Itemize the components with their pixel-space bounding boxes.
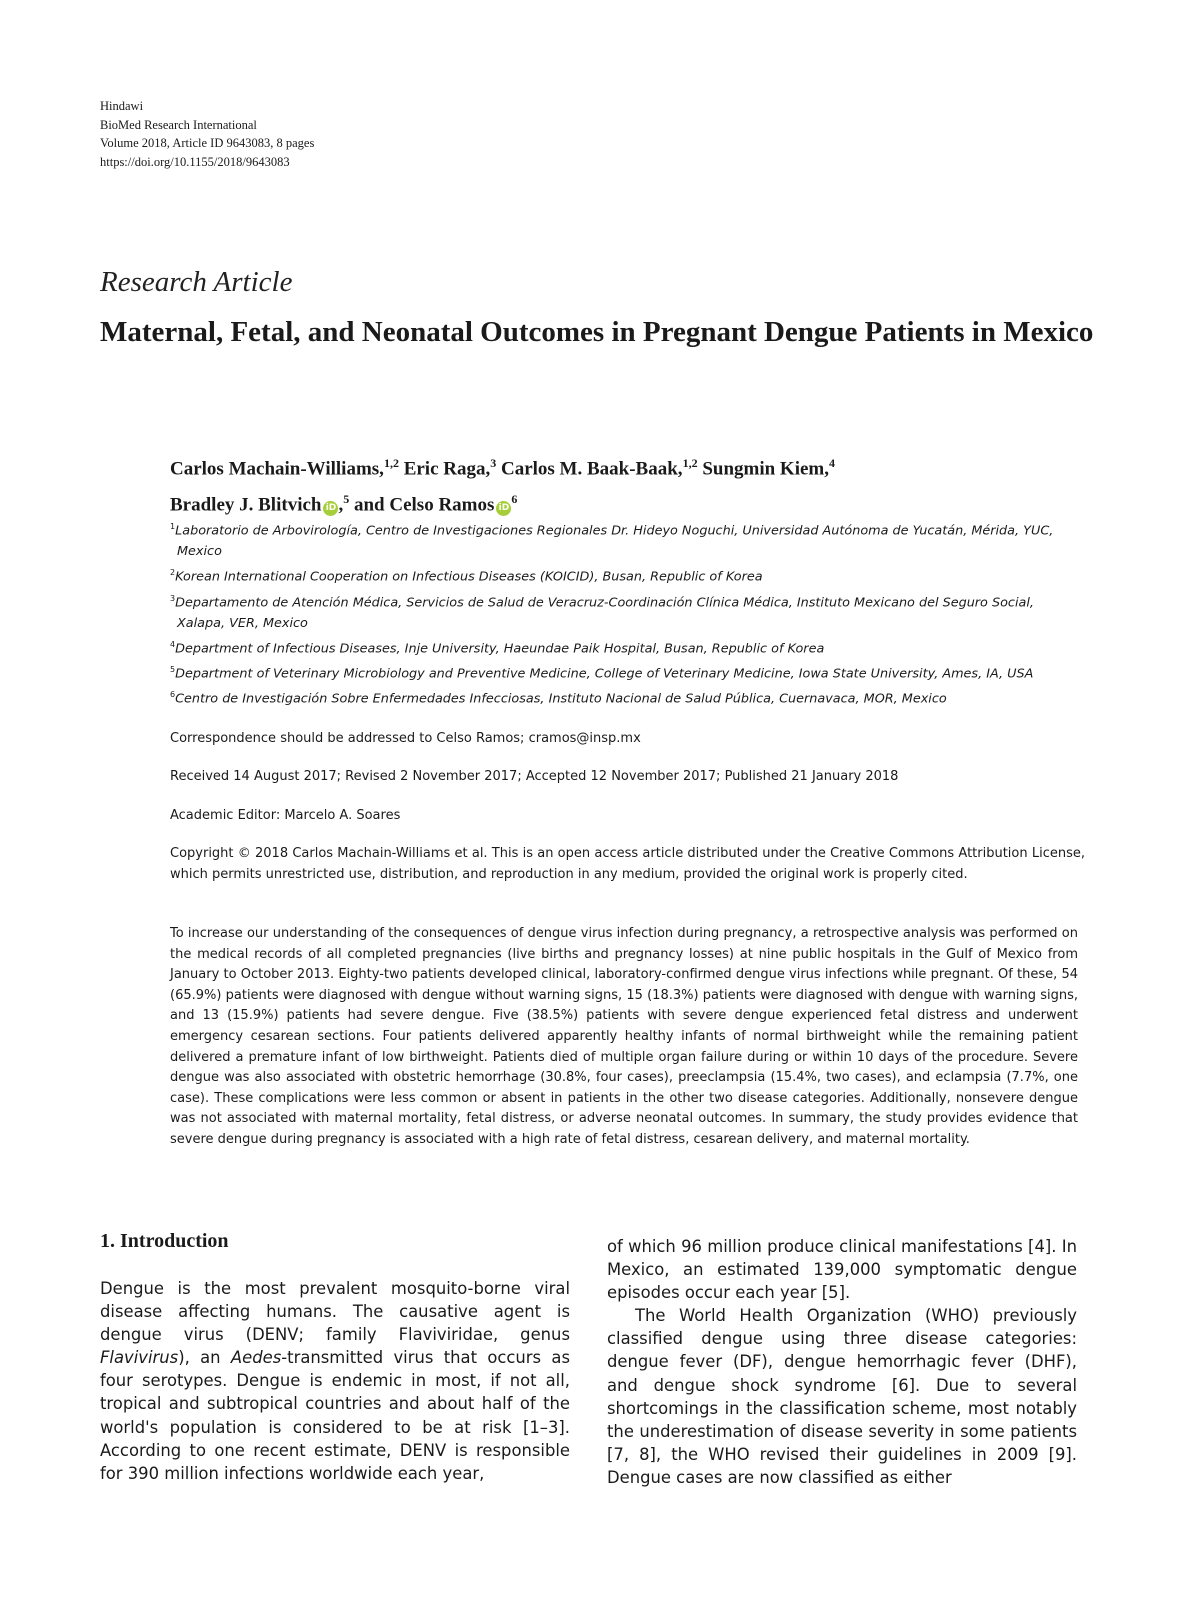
- author-name[interactable]: Carlos Machain-Williams,: [170, 458, 384, 480]
- genus-name: Flavivirus: [100, 1348, 179, 1368]
- affiliation-list: [170, 516, 1085, 710]
- right-column: [607, 1235, 1077, 1489]
- affiliation-item: [170, 684, 1085, 709]
- abstract-text: To increase our understanding of the consequences of dengue virus infection during pregnancy, a retrospective analysis was performed on the medical records of all completed pregnancies (live births and pregnancy losses) at nine public hospitals in the Gulf of Mexico from January to October 2013. Eighty-two patients developed clinical, laboratory-confirmed dengue virus infections while pregnant. Of these, 54 (65.9%) patients were diagnosed with dengue without warning signs, 15 (18.3%) patients were diagnosed with dengue with warning signs, and 13 (15.9%) patients had severe dengue. Five (38.5%) patients with severe dengue experienced fetal distress and underwent emergency cesarean sections. Four patients delivered apparently healthy infants of normal birthweight while the remaining patient delivered a premature infant of low birthweight. Patients died of multiple organ failure during or within 10 days of the procedure. Severe dengue was also associated with obstetric hemorrhage (30.8%, four cases), preeclampsia (15.4%, two cases), and eclampsia (7.7%, one case). These complications were less common or absent in patients in the other two disease categories. Additionally, nonsevere dengue was not associated with maternal mortality, fetal distress, or adverse neonatal outcomes. In summary, the study provides evidence that severe dengue during pregnancy is associated with a high rate of fetal distress, cesarean delivery, and maternal mortality.: [170, 926, 1078, 1147]
- orcid-icon[interactable]: iD: [496, 501, 511, 516]
- journal-header: [100, 97, 314, 171]
- affiliation-text: Department of Infectious Diseases, Inje University, Haeundae Paik Hospital, Busan, Republic of Korea: [175, 641, 825, 657]
- affiliation-text: Department of Veterinary Microbiology and Preventive Medicine, College of Veterinary Medicine, Iowa State University, Ames, IA, USA: [175, 666, 1034, 682]
- volume-info: Volume 2018, Article ID 9643083, 8 pages: [100, 136, 315, 150]
- affiliation-text: Korean International Cooperation on Infectious Diseases (KOICID), Busan, Republic of Korea: [175, 569, 763, 585]
- journal-name: BioMed Research International: [100, 117, 257, 132]
- affiliation-ref: 1,2: [383, 456, 399, 470]
- academic-editor: Academic Editor: Marcelo A. Soares: [170, 808, 401, 823]
- author-name[interactable]: Carlos M. Baak-Baak,: [500, 458, 683, 480]
- body-text: -transmitted virus that occurs as four serotypes. Dengue is endemic in most, if not all, tropical and subtropical countries and about half of the world's population is considered to be at risk [1–3]. According to one recent estimate, DENV is responsible for 390 million infections worldwide each year,: [100, 1348, 570, 1483]
- article-title: Maternal, Fetal, and Neonatal Outcomes in Pregnant Dengue Patients in Mexico: [100, 316, 1094, 348]
- intro-paragraph-who: The World Health Organization (WHO) previously classified dengue using three disease categories: dengue fever (DF), dengue hemorrhagic fever (DHF), and dengue shock syndrome [6]. Due to several shortcomings in the classification scheme, most notably the underestimation of disease severity in some patients [7, 8], the WHO revised their guidelines in 2009 [9]. Dengue cases are now classified as either: [607, 1306, 1077, 1487]
- affiliation-text: Departamento de Atención Médica, Servicios de Salud de Veracruz-Coordinación Clínica Médica, Instituto Mexicano del Seguro Social, Xalapa, VER, Mexico: [175, 594, 1034, 631]
- affiliation-item: [170, 516, 1085, 562]
- vector-genus-name: Aedes: [230, 1348, 282, 1368]
- author-name[interactable]: Sungmin Kiem,: [702, 458, 830, 480]
- author-name[interactable]: Bradley J. Blitvich: [170, 494, 322, 516]
- article-type: Research Article: [100, 266, 293, 298]
- affiliation-number: 2: [170, 568, 176, 578]
- affiliation-number: 5: [170, 665, 176, 675]
- author-name[interactable]: and Celso Ramos: [353, 494, 495, 516]
- copyright-notice: Copyright © 2018 Carlos Machain-Williams et al. This is an open access article distributed under the Creative Commons Attribution License, which permits unrestricted use, distribution, and reproduction in any medium, provided the original work is properly cited.: [170, 846, 1085, 882]
- body-text: Dengue is the most prevalent mosquito-borne viral disease affecting humans. The causative agent is dengue virus (DENV; family Flaviviridae, genus: [100, 1279, 570, 1345]
- section-heading-introduction: 1. Introduction: [100, 1230, 229, 1252]
- affiliation-ref: 5: [343, 492, 350, 507]
- affiliation-ref: 6: [511, 492, 518, 507]
- affiliation-number: 3: [170, 593, 176, 603]
- affiliation-text: Laboratorio de Arbovirología, Centro de Investigaciones Regionales Dr. Hideyo Noguchi, Universidad Autónoma de Yucatán, Mérida, YUC, Mexico: [175, 523, 1054, 560]
- affiliation-number: 6: [170, 690, 176, 700]
- left-column: [100, 1277, 570, 1485]
- affiliation-ref: 4: [829, 456, 836, 470]
- publisher-name: Hindawi: [100, 99, 144, 113]
- author-list: Carlos Machain-Williams,$^{1,2}$ Eric Raga,$^3$ Carlos M. Baak-Baak,$^{1,2}$ Sungmin Kiem,$^4$ Bradley J. Blitvich iD ,$^5$ and Celso Ramos $iD^6$: [170, 456, 836, 516]
- publication-dates: Received 14 August 2017; Revised 2 November 2017; Accepted 12 November 2017; Published 21 January 2018: [170, 769, 899, 784]
- affiliation-item: [170, 659, 1085, 684]
- affiliation-number: 4: [170, 639, 176, 649]
- affiliation-ref: 3: [490, 456, 497, 470]
- orcid-icon[interactable]: iD: [323, 501, 338, 516]
- intro-paragraph-continued: of which 96 million produce clinical manifestations [4]. In Mexico, an estimated 139,000 symptomatic dengue episodes occur each year [5].: [607, 1237, 1077, 1303]
- affiliation-text: Centro de Investigación Sobre Enfermedades Infecciosas, Instituto Nacional de Salud Pública, Cuernavaca, MOR, Mexico: [175, 691, 947, 707]
- affiliation-number: 1: [170, 522, 176, 531]
- author-name[interactable]: Eric Raga,: [403, 458, 491, 480]
- correspondence-line: Correspondence should be addressed to Celso Ramos; cramos@insp.mx: [170, 731, 641, 746]
- affiliation-item: [170, 634, 1085, 659]
- affiliation-item: [170, 562, 1085, 587]
- affiliation-item: [170, 588, 1085, 634]
- doi-link[interactable]: https://doi.org/10.1155/2018/9643083: [100, 154, 290, 169]
- intro-paragraph: [100, 1277, 570, 1485]
- affiliation-ref: 1,2: [682, 456, 698, 470]
- body-text: ), an: [178, 1348, 231, 1368]
